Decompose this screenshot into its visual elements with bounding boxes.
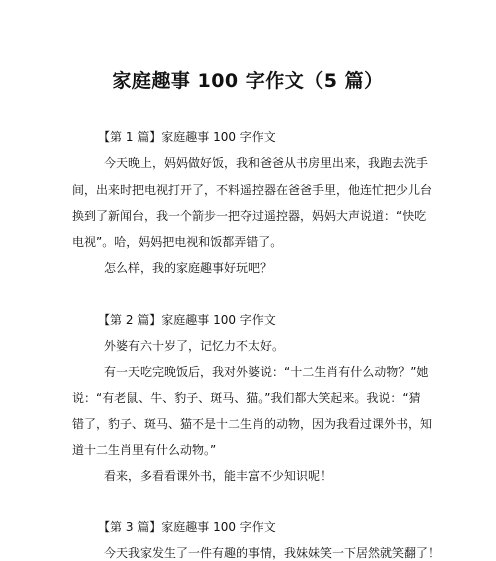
paragraph-line: 看来，多看看课外书，能丰富不少知识呢！ [104, 469, 333, 483]
paragraph-line: 道十二生肖里有什么动物。” [72, 443, 217, 457]
paragraph-line: 错了，豹子、斑马、猫不是十二生肖的动物，因为我看过课外书，知 [72, 417, 433, 431]
paragraph-line: 电视”。哈，妈妈把电视和饭都弄错了。 [72, 235, 283, 249]
section-3-heading: 【第 3 篇】家庭趣事 100 字作文 [98, 520, 276, 534]
paragraph-line: 间，出来时把电视打开了，不料遥控器在爸爸手里，他连忙把少儿台 [72, 183, 433, 197]
paragraph-line: 怎么样，我的家庭趣事好玩吧？ [104, 261, 273, 275]
paragraph-line: 说：“有老鼠、牛、豹子、斑马、猫。”我们都大笑起来。我说：“猜 [72, 391, 421, 405]
section-1-heading: 【第 1 篇】家庭趣事 100 字作文 [98, 130, 276, 144]
paragraph-line: 有一天吃完晚饭后，我对外婆说：“十二生肖有什么动物？”她 [104, 365, 429, 379]
paragraph-line: 换到了新闻台，我一个箭步一把夺过遥控器，妈妈大声说道：“快吃 [72, 209, 427, 223]
paragraph-line: 外婆有六十岁了，记忆力不太好。 [104, 339, 285, 353]
page-title: 家庭趣事 100 字作文（5 篇） [112, 70, 384, 92]
section-2-heading: 【第 2 篇】家庭趣事 100 字作文 [98, 313, 276, 327]
paragraph-line: 今天晚上，妈妈做好饭，我和爸爸从书房里出来，我跑去洗手 [104, 156, 429, 170]
paragraph-line: 今天我家发生了一件有趣的事情，我妹妹笑一下居然就笑翻了！ [104, 546, 441, 560]
